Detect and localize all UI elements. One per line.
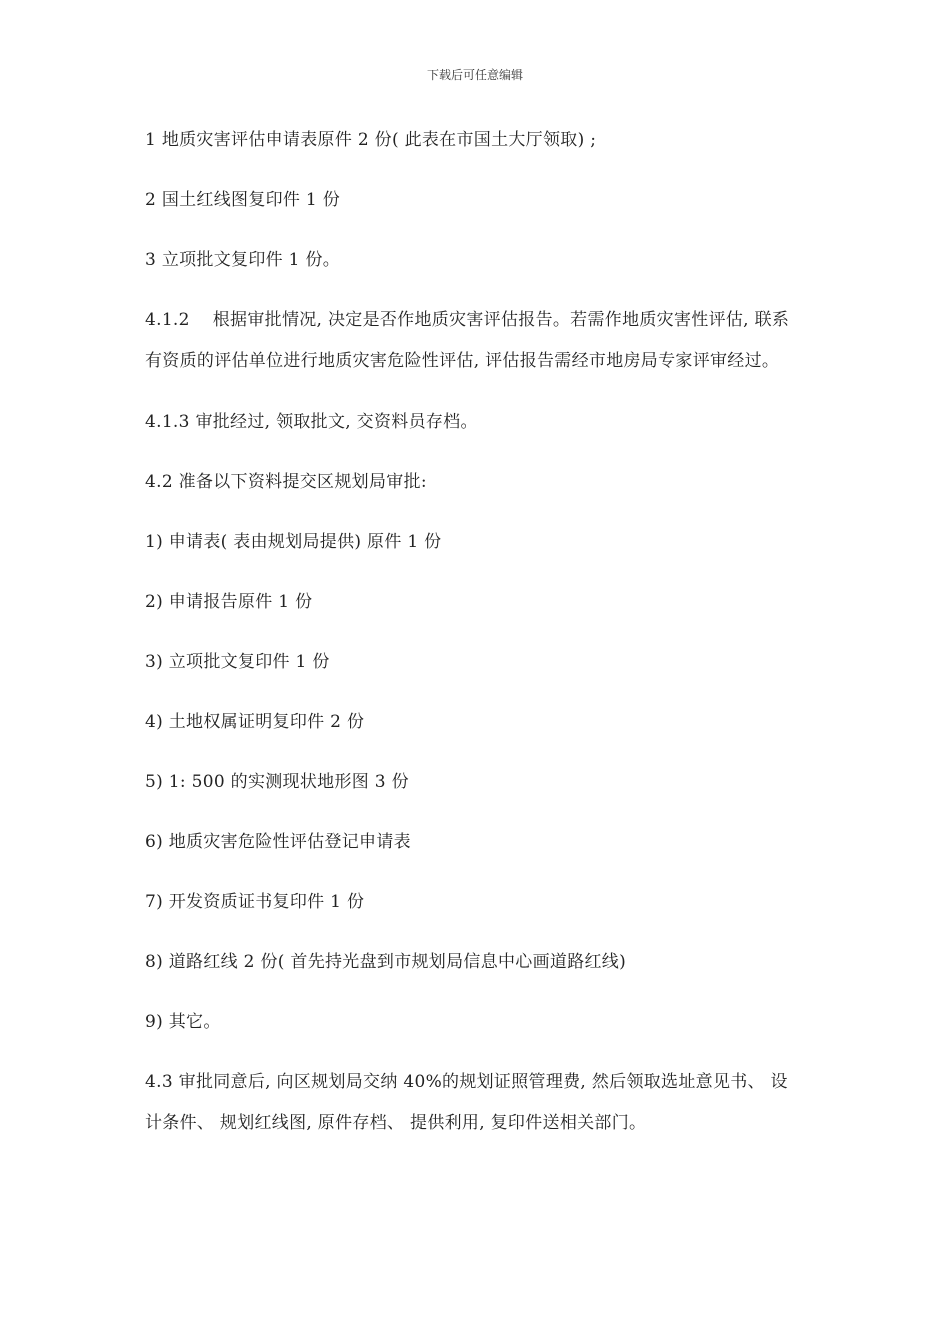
list-item-1: 1) 申请表( 表由规划局提供) 原件 1 份 — [145, 532, 442, 552]
list-item-7: 7) 开发资质证书复印件 1 份 — [145, 892, 365, 912]
list-item-6: 6) 地质灾害危险性评估登记申请表 — [145, 832, 411, 852]
list-item-3: 3) 立项批文复印件 1 份 — [145, 652, 330, 672]
paragraph-3: 3 立项批文复印件 1 份。 — [145, 250, 341, 270]
paragraph-1: 1 地质灾害评估申请表原件 2 份( 此表在市国土大厅领取) ; — [145, 130, 597, 150]
list-item-5: 5) 1: 500 的实测现状地形图 3 份 — [145, 772, 409, 792]
list-item-9: 9) 其它。 — [145, 1012, 221, 1032]
list-item-4: 4) 土地权属证明复印件 2 份 — [145, 712, 365, 732]
list-item-8: 8) 道路红线 2 份( 首先持光盘到市规划局信息中心画道路红线) — [145, 952, 627, 972]
paragraph-4-1-2: 4.1.2 根据审批情况, 决定是否作地质灾害评估报告。若需作地质灾害性评估, 联系有资质的评估单位进行地质灾害危险性评估, 评估报告需经市地房局专家评审经过。 — [145, 310, 790, 371]
document-body — [145, 126, 805, 1170]
page-header: 下载后可任意编辑 — [426, 68, 523, 82]
paragraph-4-3: 4.3 审批同意后, 向区规划局交纳 40%的规划证照管理费, 然后领取选址意见书、 设计条件、 规划红线图, 原件存档、 提供利用, 复印件送相关部门。 — [145, 1072, 788, 1133]
paragraph-2: 2 国土红线图复印件 1 份 — [145, 190, 341, 210]
paragraph-4-2: 4.2 准备以下资料提交区规划局审批: — [145, 472, 427, 492]
paragraph-4-1-3: 4.1.3 审批经过, 领取批文, 交资料员存档。 — [145, 412, 478, 432]
list-item-2: 2) 申请报告原件 1 份 — [145, 592, 313, 612]
